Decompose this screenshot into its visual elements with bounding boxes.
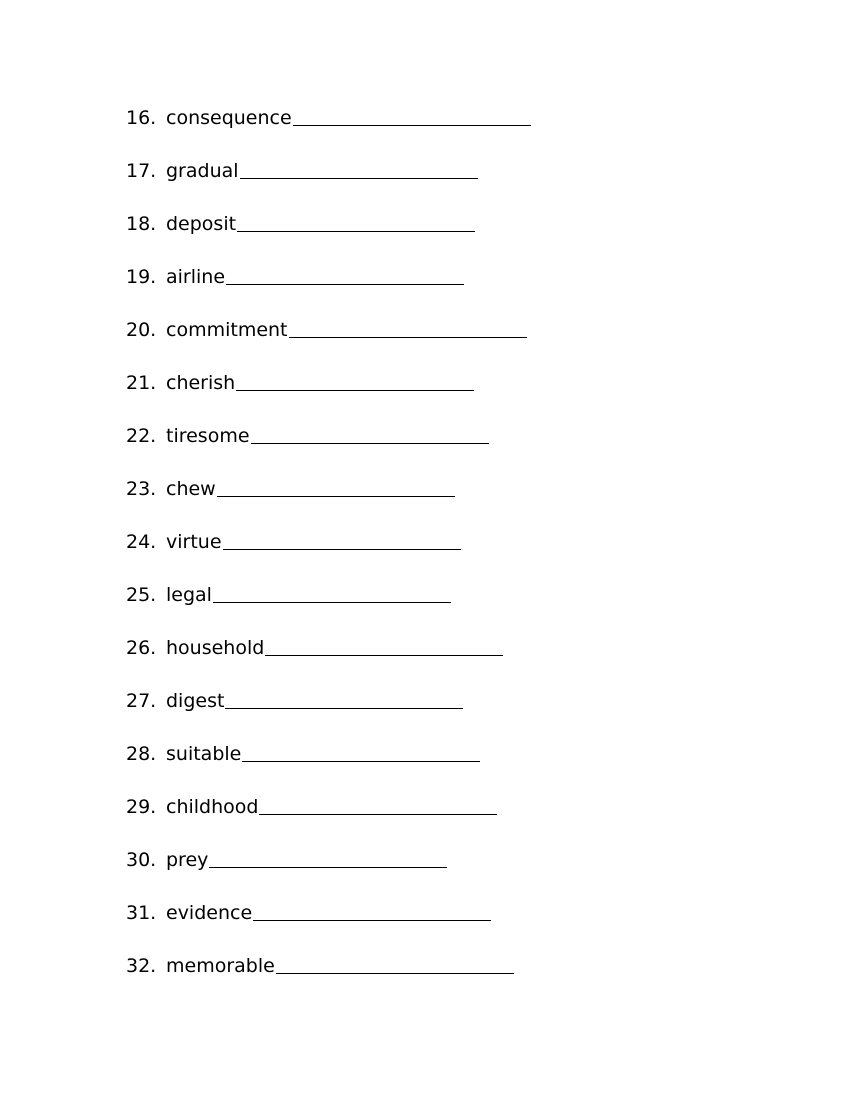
item-word: memorable bbox=[166, 955, 275, 977]
item-number: 30. bbox=[126, 849, 157, 871]
item-word: airline bbox=[166, 266, 226, 288]
item-number: 31. bbox=[126, 902, 157, 924]
list-item bbox=[126, 686, 531, 739]
answer-blank[interactable] bbox=[223, 527, 461, 550]
answer-blank[interactable] bbox=[242, 739, 480, 762]
answer-blank[interactable] bbox=[237, 209, 475, 232]
item-word: deposit bbox=[166, 213, 237, 235]
answer-blank[interactable] bbox=[289, 315, 527, 338]
item-number: 19. bbox=[126, 266, 157, 288]
answer-blank[interactable] bbox=[259, 792, 497, 815]
list-item bbox=[126, 792, 531, 845]
item-number: 27. bbox=[126, 690, 157, 712]
item-word: suitable bbox=[166, 743, 242, 765]
list-item bbox=[126, 421, 531, 474]
list-item bbox=[126, 368, 531, 421]
item-word: digest bbox=[166, 690, 225, 712]
list-item bbox=[126, 262, 531, 315]
vocabulary-list bbox=[126, 103, 531, 1004]
item-word: cherish bbox=[166, 372, 236, 394]
item-number: 25. bbox=[126, 584, 157, 606]
item-word: household bbox=[166, 637, 265, 659]
answer-blank[interactable] bbox=[225, 686, 463, 709]
item-number: 23. bbox=[126, 478, 157, 500]
answer-blank[interactable] bbox=[226, 262, 464, 285]
list-item bbox=[126, 103, 531, 156]
answer-blank[interactable] bbox=[265, 633, 503, 656]
list-item bbox=[126, 209, 531, 262]
item-number: 17. bbox=[126, 160, 157, 182]
item-word: commitment bbox=[166, 319, 288, 341]
answer-blank[interactable] bbox=[276, 951, 514, 974]
item-number: 32. bbox=[126, 955, 157, 977]
item-number: 21. bbox=[126, 372, 157, 394]
answer-blank[interactable] bbox=[240, 156, 478, 179]
item-number: 28. bbox=[126, 743, 157, 765]
list-item bbox=[126, 845, 531, 898]
item-number: 18. bbox=[126, 213, 157, 235]
answer-blank[interactable] bbox=[236, 368, 474, 391]
item-word: tiresome bbox=[166, 425, 250, 447]
answer-blank[interactable] bbox=[209, 845, 447, 868]
list-item bbox=[126, 739, 531, 792]
item-word: evidence bbox=[166, 902, 253, 924]
answer-blank[interactable] bbox=[251, 421, 489, 444]
item-number: 29. bbox=[126, 796, 157, 818]
list-item bbox=[126, 580, 531, 633]
list-item bbox=[126, 951, 531, 1004]
answer-blank[interactable] bbox=[213, 580, 451, 603]
list-item bbox=[126, 315, 531, 368]
item-word: gradual bbox=[166, 160, 239, 182]
answer-blank[interactable] bbox=[217, 474, 455, 497]
item-word: legal bbox=[166, 584, 212, 606]
list-item bbox=[126, 474, 531, 527]
item-word: consequence bbox=[166, 107, 292, 129]
item-number: 24. bbox=[126, 531, 157, 553]
item-number: 16. bbox=[126, 107, 157, 129]
item-number: 22. bbox=[126, 425, 157, 447]
list-item bbox=[126, 527, 531, 580]
item-word: chew bbox=[166, 478, 216, 500]
item-word: prey bbox=[166, 849, 209, 871]
answer-blank[interactable] bbox=[293, 103, 531, 126]
answer-blank[interactable] bbox=[253, 898, 491, 921]
list-item bbox=[126, 633, 531, 686]
list-item bbox=[126, 898, 531, 951]
item-word: childhood bbox=[166, 796, 259, 818]
item-number: 20. bbox=[126, 319, 157, 341]
item-word: virtue bbox=[166, 531, 222, 553]
list-item bbox=[126, 156, 531, 209]
item-number: 26. bbox=[126, 637, 157, 659]
